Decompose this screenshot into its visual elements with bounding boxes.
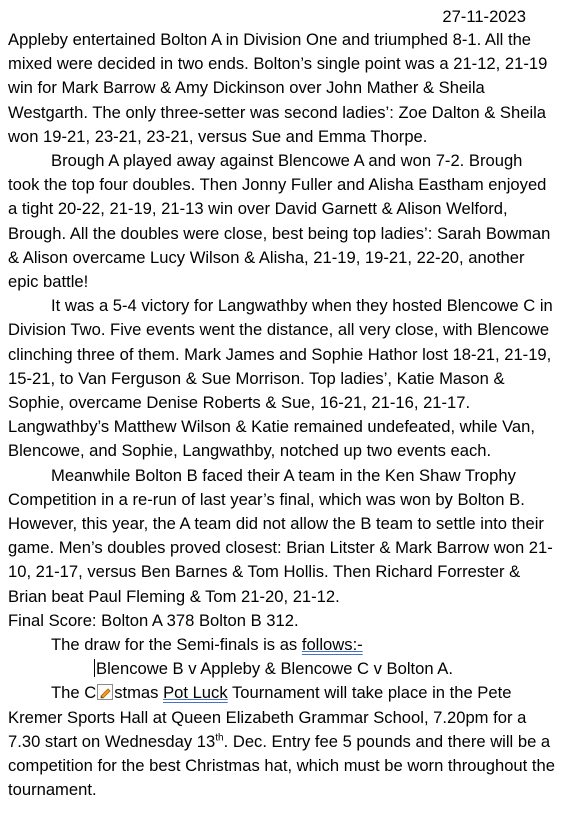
paragraph-ken-shaw-trophy: Meanwhile Bolton B faced their A team in the Ken Shaw Trophy Competition in a re-run of last year’s final, which was won by Bolton B. However, this year, the A team did not allow the B team to settle into their game. Men’s doubles proved closest: Brian Litster & Mark Barrow won 21-10, 21-17, versus Ben Barnes & Tom Hollis. Then Richard Forrester & Brian beat Paul Fleming & Tom 21-20, 21-12.	[8, 465, 553, 606]
christmas-text-a: The C	[51, 683, 97, 703]
christmas-text-b: stmas	[114, 683, 164, 703]
semi-final-draw-text: Blencowe B v Appleby & Blencowe C v Bolton A.	[96, 659, 453, 679]
autocorrect-pen-icon[interactable]	[97, 684, 113, 700]
draw-intro-text: The draw for the Semi-finals is as	[51, 635, 302, 655]
christmas-date-superscript: th	[215, 732, 224, 744]
text-cursor	[94, 659, 95, 677]
christmas-text-c: Tournament will take place in the Pete Kremer Sports Hall at Queen Elizabeth Grammar School, 7.20pm for a 7.30 start on Wednesday 13	[8, 683, 527, 751]
christmas-underlined[interactable]: Pot Luck	[163, 683, 228, 703]
document-body	[8, 6, 556, 803]
draw-intro	[8, 633, 556, 657]
final-score: Final Score: Bolton A 378 Bolton B 312.	[8, 610, 299, 630]
semi-final-draw	[8, 657, 556, 681]
paragraph-division-one: Appleby entertained Bolton A in Division One and triumphed 8-1. All the mixed were decided in two ends. Bolton’s single point was a 21-12, 21-19 win for Mark Barrow & Amy Dickinson over John Mather & Sheila Westgarth. The only three-setter was second ladies’: Zoe Dalton & Sheila won 19-21, 23-21, 23-21, versus Sue and Emma Thorpe.	[8, 30, 548, 146]
paragraph-langwathby: It was a 5-4 victory for Langwathby when they hosted Blencowe C in Division Two. Five events went the distance, all very close, with Blencowe clinching three of them. Mark James and Sophie Hathor lost 18-21, 21-19, 15-21, to Van Ferguson & Sue Morrison. Top ladies’, Katie Mason & Sophie, overcame Denise Roberts & Sue, 16-21, 21-16, 21-17. Langwathby’s Matthew Wilson & Katie remained undefeated, while Van, Blencowe, and Sophie, Langwathby, notched up two events each.	[8, 296, 553, 461]
paragraph-brough: Brough A played away against Blencowe A and won 7-2. Brough took the top four doubles. Then Jonny Fuller and Alisha Eastham enjoyed a tight 20-22, 21-19, 21-13 win over David Garnett & Alison Welford, Brough. All the doubles were close, best being top ladies’: Sarah Bowman & Alison overcame Lucy Wilson & Alisha, 21-19, 19-21, 22-20, another epic battle!	[8, 151, 551, 292]
paragraph-christmas	[8, 681, 556, 802]
document-date: 27-11-2023	[442, 7, 526, 26]
draw-intro-underlined[interactable]: follows:-	[301, 635, 363, 655]
christmas-text-d: . Dec. Entry fee 5 pounds and there will be a competition for the best Christmas hat, which must be worn throughout the tournament.	[8, 731, 555, 800]
